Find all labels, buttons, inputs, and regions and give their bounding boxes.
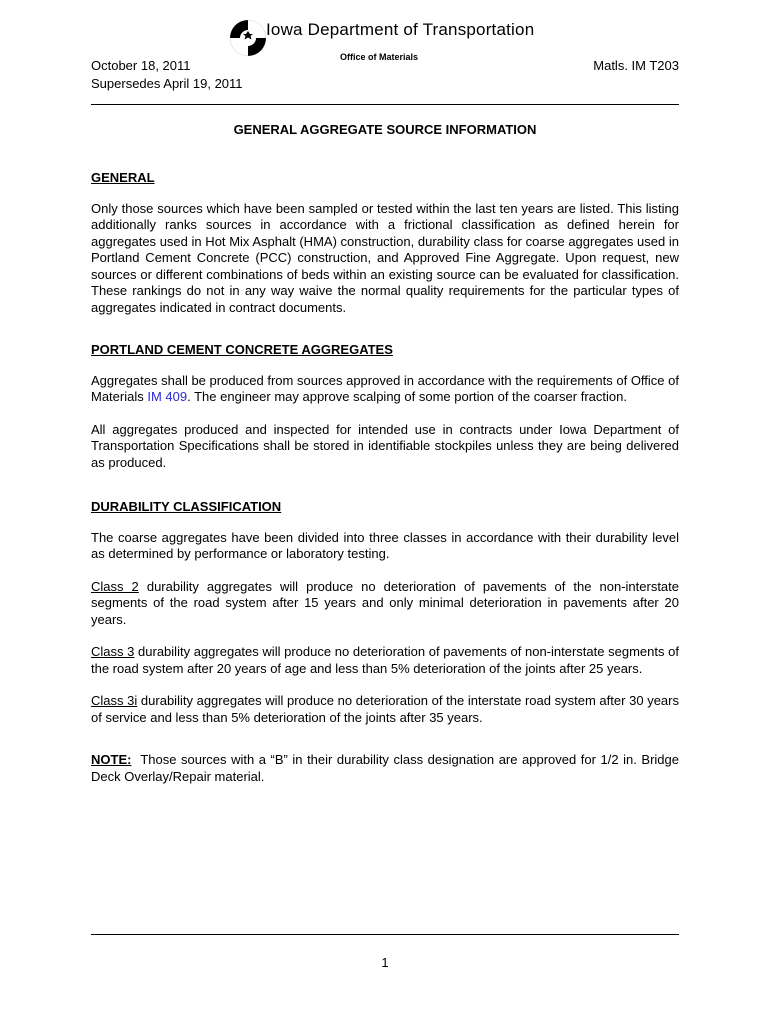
- office-name: Office of Materials: [340, 52, 419, 62]
- document-title: GENERAL AGGREGATE SOURCE INFORMATION: [233, 122, 537, 137]
- section-heading-general: GENERAL: [91, 170, 155, 185]
- class-3-label: Class 3: [91, 644, 135, 659]
- note-label: NOTE:: [91, 752, 132, 767]
- issue-date-block: [91, 57, 243, 93]
- class-2-label: Class 2: [91, 578, 139, 594]
- class-3-paragraph: Class 3 durability aggregates will produce no deterioration of pavements of non-interstate segments of the road system after 20 years of age and less than 5% deterioration of the joints after 25 years.: [91, 644, 679, 676]
- issue-date: October 18, 2011: [91, 58, 191, 73]
- pcc-paragraph-1: Aggregates shall be produced from sources approved in accordance with the requirements of Office of Materials IM 409. The engineer may approve scalping of some portion of the coarser fraction.: [91, 372, 679, 404]
- section-heading-durability: DURABILITY CLASSIFICATION: [91, 499, 282, 514]
- note-paragraph: NOTE: Those sources with a “B” in their durability class designation are approved for 1/2 in. Bridge Deck Overlay/Repair material.: [91, 752, 683, 784]
- footer-divider: [91, 934, 679, 935]
- document-body: [91, 170, 683, 785]
- class-2-paragraph: Class 2 durability aggregates will produce no deterioration of pavements of the non-interstate segments of the road system after 15 years and only minimal deterioration in pavements after 20 years.: [91, 578, 679, 627]
- header-divider: [91, 104, 679, 105]
- im-number: Matls. IM T203: [593, 58, 679, 73]
- section-heading-pcc: PORTLAND CEMENT CONCRETE AGGREGATES: [91, 342, 393, 357]
- general-paragraph: Only those sources which have been sampled or tested within the last ten years are listed. This listing additionally ranks sources in accordance with a frictional classification as defined herein for aggregates used in Hot Mix Asphalt (HMA) construction, durability class for coarse aggregates used in Portland Cement Concrete (PCC) construction, and Approved Fine Aggregate. Upon request, new sources or different combinations of beds within an existing source can be evaluated for classification. These rankings do not in any way waive the normal quality requirements for the particular types of aggregates indicated in contract documents.: [91, 200, 679, 315]
- supersedes-date: Supersedes April 19, 2011: [91, 76, 243, 91]
- class-3i-paragraph: Class 3i durability aggregates will produce no deterioration of the interstate road system after 30 years of service and less than 5% deterioration of the joints after 35 years.: [91, 693, 679, 725]
- org-name: Iowa Department of Transportation: [266, 20, 535, 39]
- page-number: 1: [381, 955, 389, 970]
- iowa-dot-logo-icon: [228, 18, 268, 58]
- class-3i-label: Class 3i: [91, 693, 138, 708]
- pcc-paragraph-2: All aggregates produced and inspected for intended use in contracts under Iowa Department of Transportation Specifications shall be stored in identifiable stockpiles unless they are being delivered as produced.: [91, 421, 679, 470]
- im-409-link[interactable]: IM 409: [147, 389, 188, 404]
- durability-intro: The coarse aggregates have been divided into three classes in accordance with their durability level as determined by performance or laboratory testing.: [91, 529, 679, 561]
